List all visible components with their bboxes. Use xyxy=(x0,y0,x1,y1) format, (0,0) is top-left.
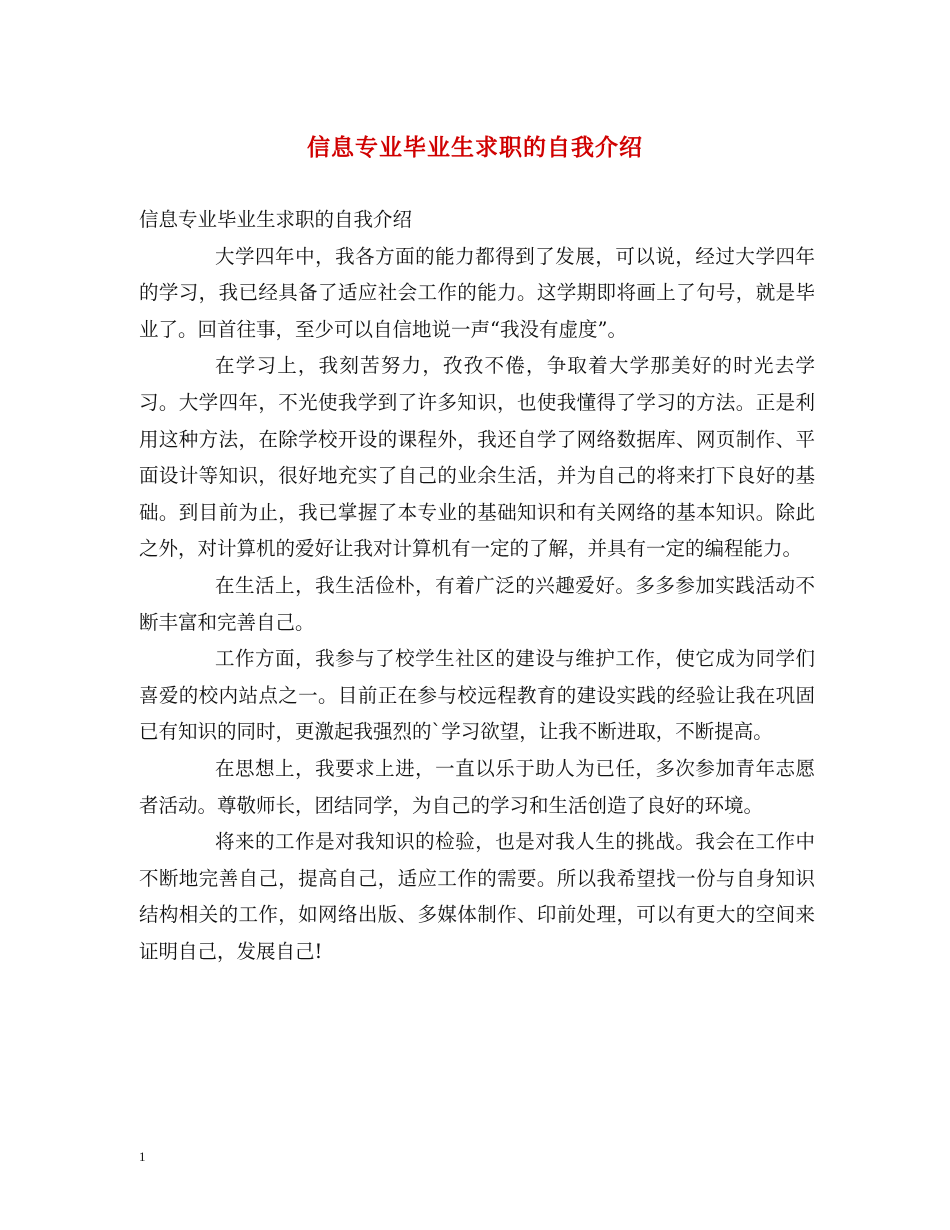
paragraph-3: 在生活上，我生活俭朴，有着广泛的兴趣爱好。多多参加实践活动不断丰富和完善自己。 xyxy=(139,573,815,634)
document-body xyxy=(139,202,815,970)
paragraph-1: 大学四年中，我各方面的能力都得到了发展，可以说，经过大学四年的学习，我已经具备了适应社会工作的能力。这学期即将画上了句号，就是毕业了。回首往事，至少可以自信地说一声“我没有虚度”。 xyxy=(139,244,815,341)
document-subtitle: 信息专业毕业生求职的自我介绍 xyxy=(139,208,413,231)
paragraph-2: 在学习上，我刻苦努力，孜孜不倦，争取着大学那美好的时光去学习。大学四年，不光使我学到了许多知识，也使我懂得了学习的方法。正是利用这种方法，在除学校开设的课程外，我还自学了网络数据库、网页制作、平面设计等知识，很好地充实了自己的业余生活，并为自己的将来打下良好的基础。到目前为止，我已掌握了本专业的基础知识和有关网络的基本知识。除此之外，对计算机的爱好让我对计算机有一定的了解，并具有一定的编程能力。 xyxy=(139,354,815,561)
page-number: 1 xyxy=(139,1149,146,1164)
document-title: 信息专业毕业生求职的自我介绍 xyxy=(307,134,643,161)
paragraph-5: 在思想上，我要求上进，一直以乐于助人为已任，多次参加青年志愿者活动。尊敬师长，团结同学，为自己的学习和生活创造了良好的环境。 xyxy=(139,756,815,817)
paragraph-6: 将来的工作是对我知识的检验，也是对我人生的挑战。我会在工作中不断地完善自己，提高自己，适应工作的需要。所以我希望找一份与自身知识结构相关的工作，如网络出版、多媒体制作、印前处理，可以有更大的空间来证明自己，发展自己! xyxy=(139,830,815,963)
paragraph-4: 工作方面，我参与了校学生社区的建设与维护工作，使它成为同学们喜爱的校内站点之一。目前正在参与校远程教育的建设实践的经验让我在巩固已有知识的同时，更激起我强烈的`学习欲望，让我不断进取，不断提高。 xyxy=(139,647,815,744)
